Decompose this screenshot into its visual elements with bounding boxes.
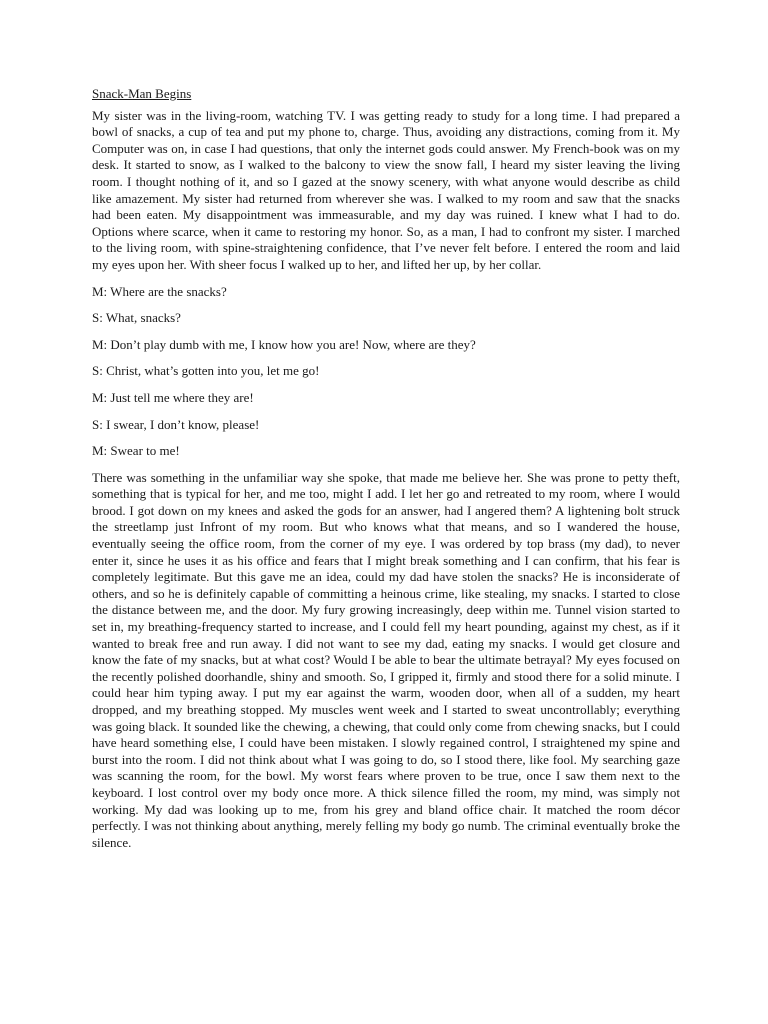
- dialogue-line: M: Swear to me!: [92, 443, 180, 459]
- dialogue-line: S: Christ, what’s gotten into you, let me go!: [92, 363, 320, 379]
- dialogue-line: S: I swear, I don’t know, please!: [92, 416, 260, 432]
- document-page: [92, 86, 680, 861]
- paragraph-office: There was something in the unfamiliar way she spoke, that made me believe her. She was prone to petty theft, something that is typical for her, and me too, might I add. I let her go and retreated to my room, where I would brood. I got down on my knees and asked the gods for an answer, had I angered them? A lightening bolt struck the streetlamp just Infront of my room. But who knows what that means, and so I wandered the house, eventually seeing the office room, from the corner of my eye. I was ordered by top brass (my dad), to never enter it, since he uses it as his office and fears that I might break something and I can confirm, that his fear is completely legitimate. But this gave me an idea, could my dad have stolen the snacks? He is inconsiderate of others, and so he is definitely capable of committing a heinous crime, like stealing, my snacks. I started to close the distance between me, and the door. My fury growing increasingly, deep within me. Tunnel vision started to set in, my breathing-frequency started to increase, and I could fell my heart pounding, against my chest, as if it wanted to break free and run away. I did not want to see my dad, eating my snacks. I would get closure and know the fate of my snacks, but at what cost? Would I be able to bear the ultimate betrayal? My eyes focused on the recently polished doorhandle, shiny and smooth. So, I gripped it, firmly and stood there for a solid minute. I could hear him typing away. I put my ear against the warm, wooden door, when all of a sudden, my heart dropped, and my breathing stopped. My muscles went week and I started to sweat uncontrollably; everything was going black. It sounded like the chewing, a chewing, that could only come from chewing snacks, but I could have heard something else, I could have been mistaken. I slowly regained control, I straightened my spine and burst into the room. I did not think about what I was going to do, so I stood there, like fool. My searching gaze was scanning the room, for the bowl. My worst fears where proven to be true, once I saw them next to the keyboard. I lost control over my body once more. A thick silence filled the room, my mind, was simply not working. My dad was looking up to me, from his grey and bland office chair. It matched the room décor perfectly. I was not thinking about anything, merely felling my body go numb. The criminal eventually broke the silence.: [92, 469, 680, 850]
- dialogue-line: S: What, snacks?: [92, 310, 181, 326]
- dialogue-line: M: Where are the snacks?: [92, 283, 227, 299]
- document-title: Snack-Man Begins: [92, 86, 192, 101]
- dialogue-line: M: Don’t play dumb with me, I know how you are! Now, where are they?: [92, 336, 476, 352]
- dialogue-line: M: Just tell me where they are!: [92, 389, 254, 405]
- paragraph-opening: My sister was in the living-room, watching TV. I was getting ready to study for a long time. I had prepared a bowl of snacks, a cup of tea and put my phone to, charge. Thus, avoiding any distractions, coming from it. My Computer was on, in case I had questions, that only the internet gods could answer. My French-book was on my desk. It started to snow, as I walked to the balcony to view the snow fall, I heard my sister leaving the living room. I thought nothing of it, and so I gazed at the snowy scenery, with what anyone would describe as child like amazement. My sister had returned from wherever she was. I walked to my room and saw that the snacks had been eaten. My disappointment was immeasurable, and my day was ruined. I knew what I had to do. Options where scarce, when it came to restoring my honor. So, as a man, I had to confront my sister. I marched to the living room, with spine-straightening confidence, that I’ve never felt before. I entered the room and laid my eyes upon her. With sheer focus I walked up to her, and lifted her up, by her collar.: [92, 107, 680, 272]
